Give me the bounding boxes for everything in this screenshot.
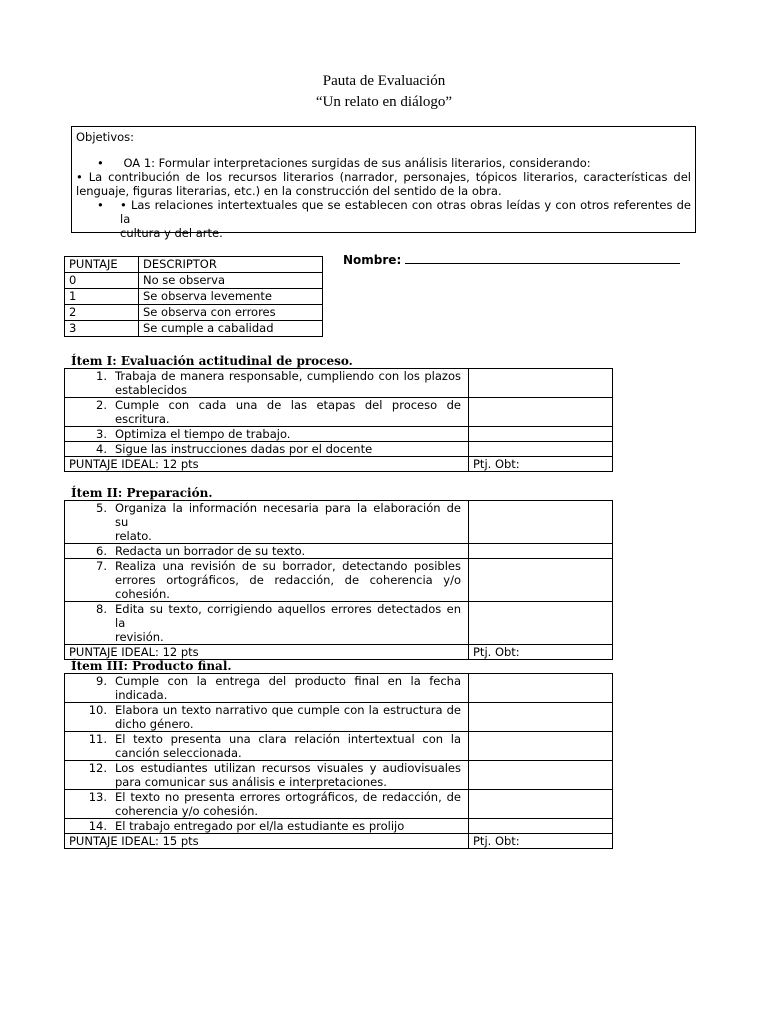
table-row [65, 305, 323, 321]
criterion-line: errores ortográficos, de redacción, de coherencia y/o [115, 573, 461, 587]
criterion-line: relato. [115, 529, 152, 543]
criterion-number: 14. [88, 819, 107, 833]
criterion-number: 11. [88, 732, 107, 746]
criterion-line: El texto no presenta errores ortográficos, de redacción, de [115, 790, 461, 804]
criterion-cell [65, 442, 469, 457]
obtained-score-label[interactable]: Ptj. Obt: [469, 645, 613, 660]
criterion-text [115, 398, 461, 426]
criterion-number: 10. [88, 703, 107, 717]
criterion-number: 12. [88, 761, 107, 775]
score-obtained-cell[interactable] [469, 602, 613, 645]
bullet: • [97, 198, 104, 212]
score-obtained-cell[interactable] [469, 819, 613, 834]
criterion-number: 4. [96, 442, 107, 456]
score-obtained-cell[interactable] [469, 761, 613, 790]
table-row [65, 602, 613, 645]
objective-relations-line-1: • Las relaciones intertextuales que se establecen con otras obras leídas y con otros referentes de la [120, 198, 691, 226]
criterion-number: 5. [96, 501, 107, 515]
criterion-cell [65, 398, 469, 427]
criterion-line: Redacta un borrador de su texto. [115, 544, 306, 558]
criterion-line: Optimiza el tiempo de trabajo. [115, 427, 291, 441]
score-obtained-cell[interactable] [469, 790, 613, 819]
criterion-line: Cumple con cada una de las etapas del proceso de [115, 398, 461, 412]
score-obtained-cell[interactable] [469, 732, 613, 761]
criterion-cell [65, 559, 469, 602]
score-obtained-cell[interactable] [469, 559, 613, 602]
criterion-text [115, 501, 461, 543]
descriptor-cell: Se observa levemente [139, 289, 323, 305]
criterion-number: 9. [96, 674, 107, 688]
ideal-score: PUNTAJE IDEAL: 12 pts [65, 645, 469, 660]
criterion-line: escritura. [115, 412, 170, 426]
evaluation-table-item-1 [64, 368, 613, 472]
name-label: Nombre: [343, 253, 402, 267]
section-heading-item-1: Ítem I: Evaluación actitudinal de proceso. [71, 354, 353, 368]
obtained-score-label[interactable]: Ptj. Obt: [469, 834, 613, 849]
criterion-line: Elabora un texto narrativo que cumple con la estructura de [115, 703, 461, 717]
criterion-line: Edita su texto, corrigiendo aquellos errores detectados en la [115, 602, 461, 630]
criterion-text [115, 790, 461, 818]
criterion-cell [65, 427, 469, 442]
criterion-line: cohesión. [115, 587, 170, 601]
score-obtained-cell[interactable] [469, 369, 613, 398]
criterion-number: 1. [96, 369, 107, 383]
score-cell: 0 [65, 273, 139, 289]
objective-relations-line-2: cultura y del arte. [120, 226, 223, 240]
table-row [65, 273, 323, 289]
evaluation-table-item-3 [64, 673, 613, 849]
criterion-cell [65, 819, 469, 834]
score-obtained-cell[interactable] [469, 703, 613, 732]
score-obtained-cell[interactable] [469, 501, 613, 544]
table-row-total [65, 645, 613, 660]
table-row [65, 321, 323, 337]
criterion-number: 13. [88, 790, 107, 804]
score-cell: 2 [65, 305, 139, 321]
criterion-line: El trabajo entregado por el/la estudiante es prolijo [115, 819, 405, 833]
ideal-score: PUNTAJE IDEAL: 12 pts [65, 457, 469, 472]
criterion-line: dicho género. [115, 717, 194, 731]
table-row [65, 761, 613, 790]
criterion-line: Sigue las instrucciones dadas por el docente [115, 442, 373, 456]
objective-contribution-line-2: lenguaje, figuras literarias, etc.) en la construcción del sentido de la obra. [76, 184, 502, 198]
column-header-descriptor: DESCRIPTOR [139, 257, 323, 273]
criterion-line: Los estudiantes utilizan recursos visuales y audiovisuales [115, 761, 461, 775]
criterion-text [115, 732, 461, 760]
ideal-score: PUNTAJE IDEAL: 15 pts [65, 834, 469, 849]
table-row [65, 427, 613, 442]
section-heading-item-2: Ítem II: Preparación. [71, 486, 213, 500]
table-row [65, 544, 613, 559]
criterion-number: 8. [96, 602, 107, 616]
criterion-cell [65, 761, 469, 790]
criterion-text [115, 703, 461, 731]
criterion-cell [65, 732, 469, 761]
criterion-line: Organiza la información necesaria para la elaboración de su [115, 501, 461, 529]
criterion-cell [65, 602, 469, 645]
objectives-heading: Objetivos: [76, 130, 135, 144]
table-row-total [65, 834, 613, 849]
criterion-number: 2. [96, 398, 107, 412]
criterion-text [115, 559, 461, 601]
table-row [65, 398, 613, 427]
criterion-number: 3. [96, 427, 107, 441]
criterion-line: El texto presenta una clara relación intertextual con la [115, 732, 461, 746]
objective-contribution-line-1: • La contribución de los recursos literarios (narrador, personajes, tópicos literarios, características del [76, 170, 691, 184]
objectives-box [71, 126, 696, 240]
evaluation-table-item-2 [64, 500, 613, 660]
criterion-line: Trabaja de manera responsable, cumpliendo con los plazos [115, 369, 461, 383]
table-row [65, 732, 613, 761]
criterion-cell [65, 369, 469, 398]
criterion-line: establecidos [115, 383, 188, 397]
score-obtained-cell[interactable] [469, 544, 613, 559]
criterion-line: para comunicar sus análisis e interpretaciones. [115, 775, 387, 789]
criterion-cell [65, 790, 469, 819]
score-obtained-cell[interactable] [469, 427, 613, 442]
criterion-line: Cumple con la entrega del producto final en la fecha [115, 674, 461, 688]
criterion-line: revisión. [115, 630, 164, 644]
table-row [65, 289, 323, 305]
descriptor-cell: No se observa [139, 273, 323, 289]
criterion-line: indicada. [115, 688, 168, 702]
table-row [65, 703, 613, 732]
criterion-number: 6. [96, 544, 107, 558]
descriptor-cell: Se cumple a cabalidad [139, 321, 323, 337]
criterion-cell [65, 544, 469, 559]
score-cell: 3 [65, 321, 139, 337]
objective-oa1: OA 1: Formular interpretaciones surgidas de sus análisis literarios, considerando: [123, 156, 591, 170]
criterion-text [115, 761, 461, 789]
criterion-cell [65, 674, 469, 703]
bullet: • [97, 156, 104, 170]
table-row [65, 790, 613, 819]
table-row-total [65, 457, 613, 472]
section-heading-item-3: Ítem III: Producto final. [71, 659, 232, 673]
score-obtained-cell[interactable] [469, 398, 613, 427]
criterion-text [115, 674, 461, 702]
criterion-line: canción seleccionada. [115, 746, 242, 760]
criterion-cell [65, 703, 469, 732]
criterion-text [115, 369, 461, 397]
document-title: Pauta de Evaluación [322, 73, 446, 89]
table-row [65, 501, 613, 544]
column-header-puntaje: PUNTAJE [65, 257, 139, 273]
table-row [65, 674, 613, 703]
score-scale-table [64, 256, 323, 337]
document-subtitle: “Un relato en diálogo” [315, 94, 453, 110]
score-obtained-cell[interactable] [469, 442, 613, 457]
obtained-score-label[interactable]: Ptj. Obt: [469, 457, 613, 472]
criterion-line: Realiza una revisión de su borrador, detectando posibles [115, 559, 461, 573]
criterion-line: coherencia y/o cohesión. [115, 804, 259, 818]
table-row [65, 819, 613, 834]
criterion-text [115, 602, 461, 644]
score-cell: 1 [65, 289, 139, 305]
name-blank-line[interactable] [405, 252, 680, 264]
table-header-row [65, 257, 323, 273]
score-obtained-cell[interactable] [469, 674, 613, 703]
table-row [65, 442, 613, 457]
table-row [65, 369, 613, 398]
criterion-number: 7. [96, 559, 107, 573]
descriptor-cell: Se observa con errores [139, 305, 323, 321]
table-row [65, 559, 613, 602]
name-field[interactable] [343, 252, 680, 267]
criterion-cell [65, 501, 469, 544]
